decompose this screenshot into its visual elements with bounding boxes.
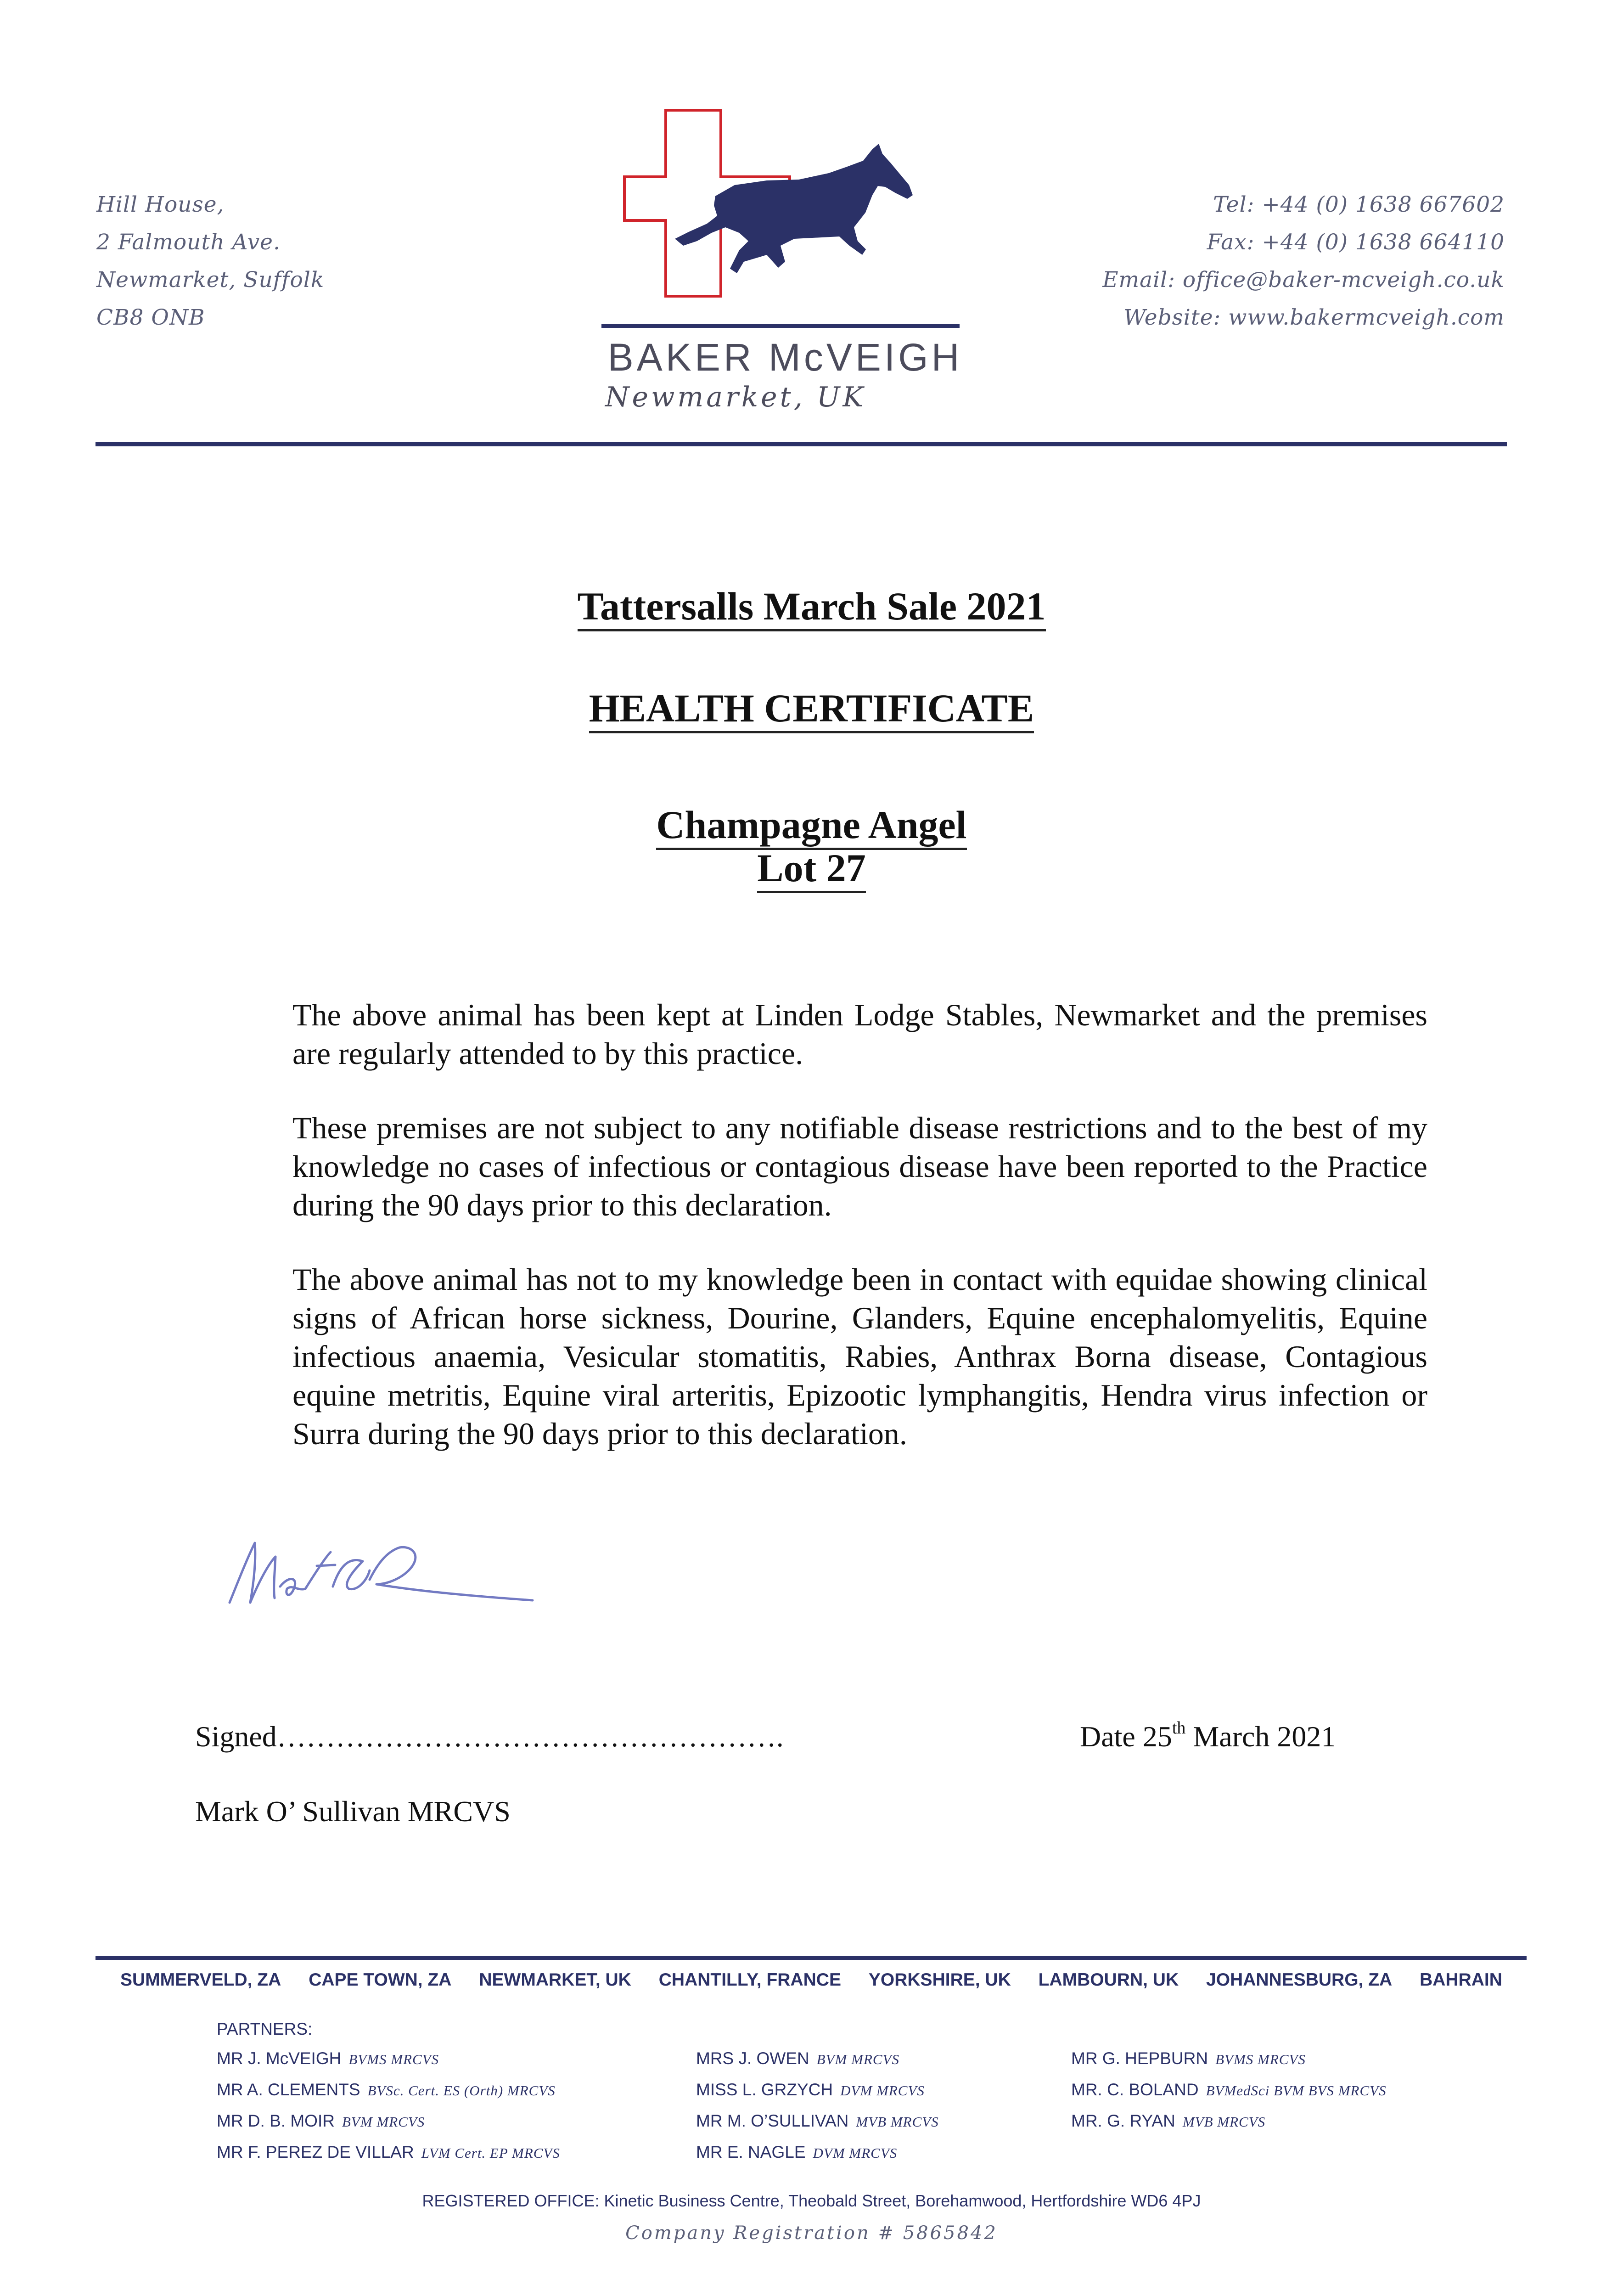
- partners-label: PARTNERS:: [217, 2020, 313, 2038]
- partner-qualifications: DVM MRCVS: [813, 2145, 898, 2161]
- partner-qualifications: BVMedSci BVM BVS MRCVS: [1206, 2082, 1387, 2099]
- paragraph-premises: The above animal has been kept at Linden Lodge Stables, Newmarket and the premises are regularly attended to by this practice.: [292, 997, 1427, 1071]
- office-locations: [120, 1970, 1502, 1990]
- partner-qualifications: LVM Cert. EP MRCVS: [421, 2145, 560, 2161]
- partner-name: MR G. HEPBURN: [1071, 2049, 1208, 2068]
- location: CHANTILLY, FRANCE: [658, 1970, 841, 1990]
- address-line: Newmarket, Suffolk: [96, 267, 325, 293]
- email: Email: office@baker-mcveigh.co.uk: [1102, 267, 1505, 293]
- telephone: Tel: +44 (0) 1638 667602: [1213, 192, 1505, 217]
- location: BAHRAIN: [1420, 1970, 1502, 1990]
- sale-title-text: Tattersalls March Sale 2021: [578, 584, 1046, 631]
- paragraph-diseases: The above animal has not to my knowledge been in contact with equidae showing clinical signs of African horse sickness, Dourine, Glanders, Equine encephalomyelitis, Equine infectious anaemia, Vesicular stomatitis, Rabies, Anthrax Borna disease, Contagious equine metritis, Equine viral arteritis, Epizootic lymphangitis, Hendra virus infection or Surra during the 90 days prior to this declaration.: [292, 1262, 1427, 1451]
- partner-name: MR. C. BOLAND: [1071, 2080, 1199, 2099]
- partners-column: [217, 2049, 560, 2174]
- partner: [1071, 2049, 1387, 2080]
- contact-details: [908, 186, 1505, 337]
- location: SUMMERVELD, ZA: [120, 1970, 281, 1990]
- partner-name: MR F. PEREZ DE VILLAR: [217, 2143, 414, 2161]
- brand-location: Newmarket, UK: [605, 381, 866, 413]
- partners-column: [1071, 2049, 1387, 2143]
- location: YORKSHIRE, UK: [868, 1970, 1011, 1990]
- partner-name: MR D. B. MOIR: [217, 2111, 335, 2130]
- address-line: 2 Falmouth Ave.: [96, 230, 281, 255]
- partner-name: MR A. CLEMENTS: [217, 2080, 360, 2099]
- partner-qualifications: BVM MRCVS: [342, 2114, 425, 2130]
- partner: [696, 2111, 939, 2143]
- signed-line: Signed…………………………………………….: [195, 1720, 784, 1753]
- fax: Fax: +44 (0) 1638 664110: [1207, 230, 1505, 255]
- partner-qualifications: BVMS MRCVS: [1215, 2051, 1306, 2067]
- lot-number-text: Lot 27: [757, 846, 866, 893]
- partner: [1071, 2111, 1387, 2143]
- paragraph-restrictions: These premises are not subject to any notifiable disease restrictions and to the best of my knowledge no cases of infectious or contagious disease have been reported to the Practice during the 90 days prior to this declaration.: [292, 1110, 1427, 1222]
- website: Website: www.bakermcveigh.com: [1123, 305, 1505, 330]
- partner-qualifications: BVM MRCVS: [816, 2051, 899, 2067]
- partner-name: MR J. McVEIGH: [217, 2049, 342, 2068]
- location: JOHANNESBURG, ZA: [1206, 1970, 1393, 1990]
- partner-qualifications: DVM MRCVS: [840, 2082, 925, 2099]
- sale-title: [0, 583, 1623, 629]
- partner-qualifications: MVB MRCVS: [856, 2114, 939, 2130]
- partner: [217, 2080, 560, 2111]
- location: NEWMARKET, UK: [479, 1970, 631, 1990]
- company-registration: Company Registration # 5865842: [625, 2223, 998, 2244]
- partner: [696, 2049, 939, 2080]
- location: CAPE TOWN, ZA: [309, 1970, 452, 1990]
- date-day: Date 25: [1080, 1720, 1172, 1753]
- lot-number: [0, 845, 1623, 891]
- partner: [696, 2080, 939, 2111]
- partner-qualifications: BVMS MRCVS: [348, 2051, 439, 2067]
- partner: [217, 2143, 560, 2174]
- partner-name: MRS J. OWEN: [696, 2049, 809, 2068]
- address-line: CB8 ONB: [96, 305, 205, 330]
- partner-qualifications: MVB MRCVS: [1182, 2114, 1266, 2130]
- partner-name: MR M. O’SULLIVAN: [696, 2111, 849, 2130]
- header-rule: [95, 442, 1507, 446]
- horse-name-text: Champagne Angel: [656, 803, 966, 850]
- horse-name: [0, 802, 1623, 848]
- handwritten-signature: [211, 1511, 578, 1630]
- document-title-text: HEALTH CERTIFICATE: [589, 686, 1034, 733]
- practice-address: [96, 186, 510, 337]
- partner: [217, 2049, 560, 2080]
- address-line: Hill House,: [96, 192, 225, 217]
- partner: [696, 2143, 939, 2174]
- location: LAMBOURN, UK: [1038, 1970, 1179, 1990]
- partner: [217, 2111, 560, 2143]
- partner-name: MR E. NAGLE: [696, 2143, 806, 2161]
- document-title: [0, 685, 1623, 731]
- partners-column: [696, 2049, 939, 2174]
- signatory-name: Mark O’ Sullivan MRCVS: [195, 1795, 511, 1828]
- date-month-year: March 2021: [1185, 1720, 1336, 1753]
- brand-name: BAKER McVEIGH: [607, 336, 963, 379]
- certificate-date: [1080, 1720, 1336, 1754]
- date-ordinal: th: [1172, 1718, 1186, 1738]
- partner-name: MISS L. GRZYCH: [696, 2080, 833, 2099]
- partner-name: MR. G. RYAN: [1071, 2111, 1175, 2130]
- partner: [1071, 2080, 1387, 2111]
- registered-office: REGISTERED OFFICE: Kinetic Business Centre, Theobald Street, Borehamwood, Hertfordshire WD6 4PJ: [422, 2191, 1201, 2210]
- horse-icon: [675, 144, 913, 273]
- partner-qualifications: BVSc. Cert. ES (Orth) MRCVS: [367, 2082, 556, 2099]
- footer-rule: [95, 1956, 1527, 1960]
